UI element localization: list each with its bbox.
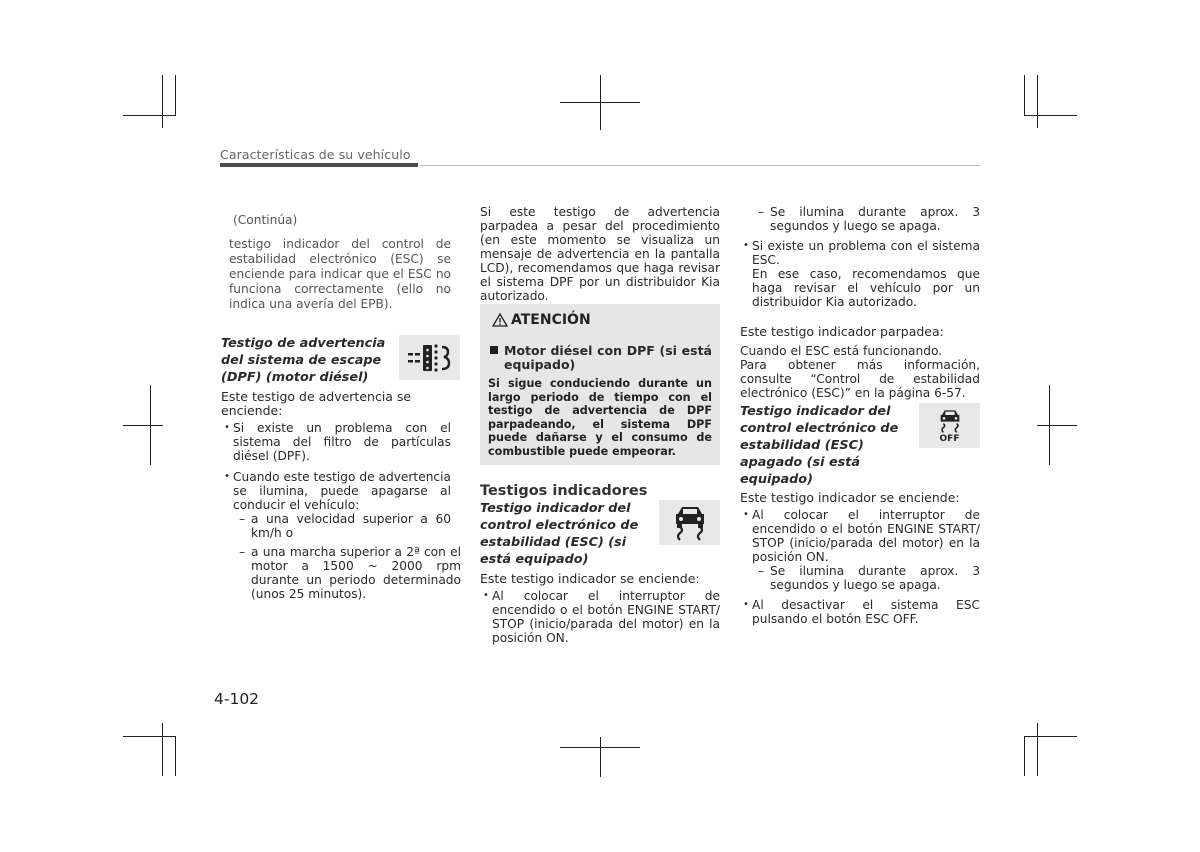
warning-text: Si sigue conduciendo durante un largo periodo de tiempo con el testigo de advertencia de DPF parpadeando, el sistema DPF puede dañarse y el consumo de combustible puede empeorar.: [488, 377, 712, 458]
warning-title: ATENCIÓN: [511, 312, 591, 328]
esc-off-icon: [938, 408, 962, 434]
list-item: – Se ilumina durante aprox. 3 segundos y luego se apaga.: [758, 564, 980, 592]
list-item: • Si existe un problema con el sistema del filtro de partículas diésel (DPF).: [221, 421, 451, 463]
warning-item: [490, 344, 712, 372]
esc-off-heading: Testigo indicador del control electrónico de estabilidad (ESC) apagado (si está equipado): [740, 404, 899, 487]
warning-box: [480, 304, 720, 465]
esc-icon-box: [659, 500, 720, 545]
esc-off-label: OFF: [939, 433, 960, 444]
blink-reference: Para obtener más información, consulte “Control de estabilidad electrónico (ESC)” en la página 6-57.: [740, 358, 980, 400]
section-heading: Testigos indicadores: [480, 483, 648, 499]
header-bar: [220, 163, 418, 167]
dpf-heading: Testigo de advertencia del sistema de escape (DPF) (motor diésel): [221, 336, 386, 385]
warning-triangle-icon: [492, 313, 508, 327]
esc-heading: Testigo indicador del control electrónico de estabilidad (ESC) (si está equipado): [480, 501, 639, 567]
list-item: – a una velocidad superior a 60 km/h o: [239, 512, 451, 540]
list-item: • Al colocar el interruptor de encendido o el botón ENGINE START/ STOP (inicio/parada del motor) en la posición ON.: [480, 589, 720, 645]
dpf-blink-paragraph: Si este testigo de advertencia parpadea a pesar del procedimiento (en este momento se visualiza un mensaje de advertencia en la pantalla LCD), recomendamos que haga revisar el sistema DPF por un distribuidor Kia autorizado.: [480, 205, 720, 303]
list-item: • Al desactivar el sistema ESC pulsando el botón ESC OFF.: [740, 598, 980, 626]
esc-subheading: Este testigo indicador se enciende:: [480, 571, 700, 586]
warning-title-row: [492, 312, 591, 328]
dpf-icon-box: [399, 335, 460, 380]
page-number: 4-102: [214, 690, 260, 708]
column-3-top: [740, 205, 980, 400]
blink-subheading: Este testigo indicador parpadea:: [740, 324, 944, 339]
esc-off-icon-box: [919, 403, 980, 448]
dpf-details: [221, 389, 461, 601]
esc-skid-car-icon: [672, 504, 708, 542]
list-item: – a una marcha superior a 2ª con el motor a 1500 ~ 2000 rpm durante un periodo determinado (unos 25 minutos).: [239, 545, 461, 601]
list-item: • Cuando este testigo de advertencia se ilumina, puede apagarse al conducir el vehículo:: [221, 470, 451, 512]
square-bullet-icon: [490, 346, 498, 354]
list-item-continuation: En ese caso, recomendamos que haga revisar el vehículo por un distribuidor Kia autorizado.: [752, 267, 980, 309]
esc-off-subheading: Este testigo indicador se enciende:: [740, 490, 960, 505]
blink-text: Cuando el ESC está funcionando.: [740, 344, 943, 358]
header-rule: [420, 165, 980, 166]
esc-off-details: [740, 491, 980, 626]
column-1: [229, 213, 451, 312]
section-title: Características de su vehículo: [220, 147, 411, 162]
dpf-subheading: Este testigo de advertencia se enciende:: [221, 389, 412, 418]
dpf-warning-icon: [406, 341, 454, 375]
list-item: – Se ilumina durante aprox. 3 segundos y luego se apaga.: [758, 205, 980, 233]
intro-paragraph: testigo indicador del control de estabilidad electrónico (ESC) se enciende para indicar que el ESC no funciona correctamente (ello no indica una avería del EPB).: [229, 237, 451, 311]
warning-item-label: Motor diésel con DPF (si está equipado): [504, 343, 712, 372]
esc-details: [480, 572, 720, 645]
list-item: • Al colocar el interruptor de encendido o el botón ENGINE START/ STOP (inicio/parada del motor) en la posición ON.: [740, 508, 980, 564]
continued-label: (Continúa): [233, 213, 298, 227]
list-item: • Si existe un problema con el sistema ESC.: [740, 239, 980, 267]
